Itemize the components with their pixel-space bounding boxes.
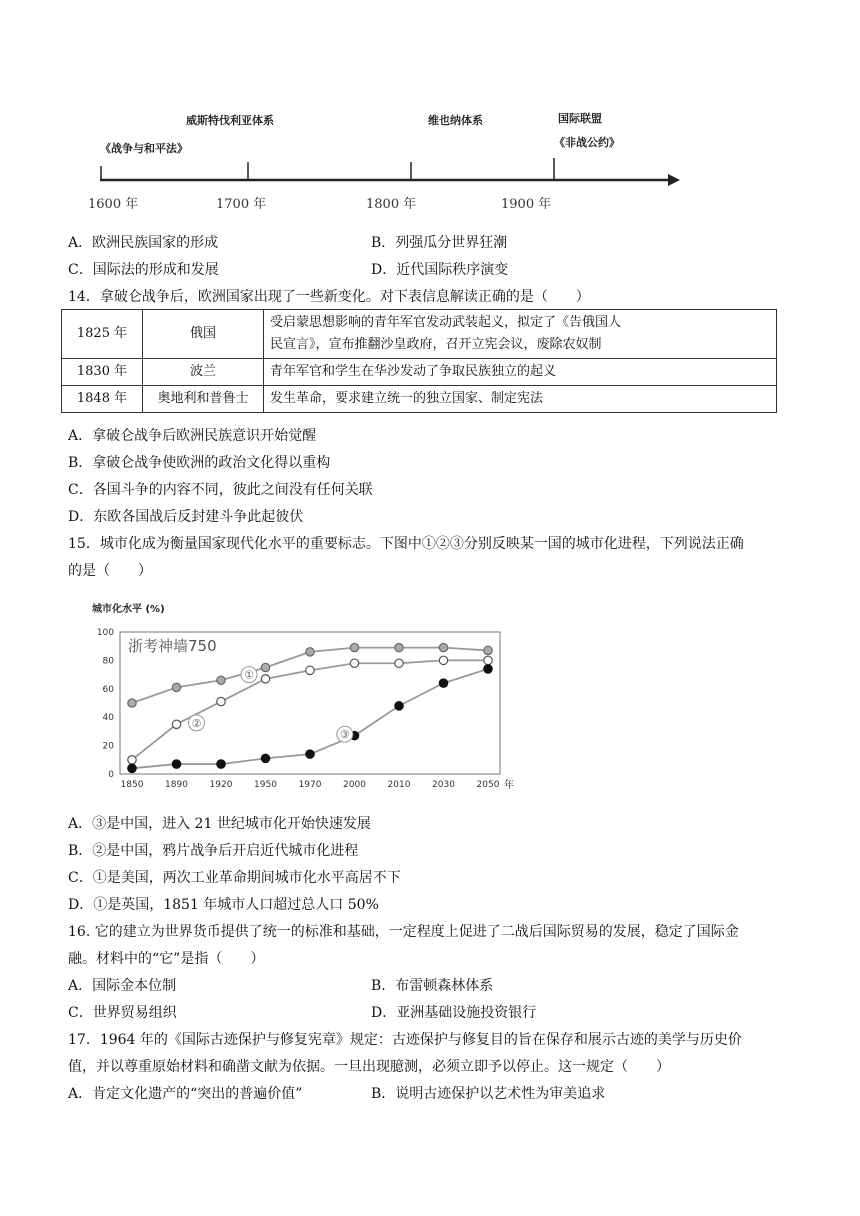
chart-data-point bbox=[439, 679, 447, 687]
chart-data-point bbox=[261, 754, 269, 762]
chart-data-point bbox=[395, 643, 403, 651]
q15-stem-line-2: 的是（ ） bbox=[68, 563, 152, 579]
chart-data-point bbox=[128, 699, 136, 707]
q17-option-b: B．说明古迹保护以艺术性为审美追求 bbox=[371, 1086, 606, 1102]
q15-stem-line-1: 15．城市化成为衡量国家现代化水平的重要标志。下图中①②③分别反映某一国的城市化进程，下列说法正确 bbox=[68, 536, 744, 552]
q14-table bbox=[61, 309, 777, 413]
chart-x-tick-label: 1920 bbox=[209, 780, 233, 790]
urbanization-chart bbox=[80, 598, 530, 798]
table-cell-desc: 发生革命，要求建立统一的独立国家、制定宪法 bbox=[264, 386, 777, 413]
chart-data-point bbox=[172, 683, 180, 691]
chart-data-point bbox=[306, 648, 314, 656]
q14-option-d: D．东欧各国战后反封建斗争此起彼伏 bbox=[68, 509, 304, 525]
chart-data-point bbox=[217, 676, 225, 684]
q16-stem-line-2: 融。材料中的“它”是指（ ） bbox=[68, 951, 265, 967]
chart-data-point bbox=[217, 697, 225, 705]
chart-data-point bbox=[395, 702, 403, 710]
table-cell-year: 1830 年 bbox=[62, 359, 143, 386]
table-cell-country: 俄国 bbox=[143, 310, 264, 359]
q16-stem-line-1: 16. 它的建立为世界货币提供了统一的标准和基础，一定程度上促进了二战后国际贸易的发展，稳定了国际金 bbox=[68, 924, 739, 940]
table-row bbox=[62, 359, 777, 386]
q14-option-a: A．拿破仑战争后欧洲民族意识开始觉醒 bbox=[68, 428, 317, 444]
table-cell-country: 奥地利和普鲁士 bbox=[143, 386, 264, 413]
chart-y-axis-title: 城市化水平 (%) bbox=[92, 604, 165, 615]
table-row bbox=[62, 310, 777, 359]
chart-x-tick-label: 1850 bbox=[120, 780, 144, 790]
q16-option-b: B．布雷顿森林体系 bbox=[371, 978, 494, 994]
chart-x-tick-label: 2050 bbox=[476, 780, 500, 790]
table-cell-year: 1825 年 bbox=[62, 310, 143, 359]
chart-y-tick-label: 40 bbox=[102, 713, 114, 724]
timeline-tick-label: 1800 年 bbox=[366, 197, 417, 212]
chart-x-axis-title: 年 bbox=[504, 780, 514, 791]
chart-series-label: ② bbox=[191, 716, 202, 730]
chart-series-label: ③ bbox=[339, 728, 350, 742]
q15-option-a: A．③是中国，进入 21 世纪城市化开始快速发展 bbox=[68, 816, 371, 832]
chart-x-tick-label: 1970 bbox=[298, 780, 322, 790]
timeline-label-war-peace: 《战争与和平法》 bbox=[100, 142, 188, 155]
timeline-label-league: 国际联盟 bbox=[558, 112, 602, 125]
table-cell-country: 波兰 bbox=[143, 359, 264, 386]
table-cell-desc-line: 受启蒙思想影响的青年军官发动武装起义，拟定了《告俄国人 bbox=[270, 315, 622, 330]
chart-x-tick-label: 2010 bbox=[387, 780, 411, 790]
chart-series-label: ① bbox=[244, 668, 254, 682]
chart-data-point bbox=[350, 643, 358, 651]
timeline-label-pact: 《非战公约》 bbox=[554, 136, 620, 149]
q14-option-b: B．拿破仑战争使欧洲的政治文化得以重构 bbox=[68, 455, 331, 471]
timeline-tick-label: 1700 年 bbox=[216, 197, 267, 212]
timeline-label-vienna: 维也纳体系 bbox=[428, 114, 483, 127]
q15-option-c: C．①是美国，两次工业革命期间城市化水平高居不下 bbox=[68, 870, 401, 886]
q16-option-a: A．国际金本位制 bbox=[68, 978, 177, 994]
chart-data-point bbox=[217, 760, 225, 768]
chart-data-point bbox=[439, 656, 447, 664]
chart-y-tick-label: 0 bbox=[108, 770, 114, 780]
q16-option-d: D．亚洲基础设施投资银行 bbox=[371, 1005, 537, 1021]
timeline-tick-label: 1900 年 bbox=[501, 197, 552, 212]
q13-option-d: D．近代国际秩序演变 bbox=[371, 262, 509, 278]
chart-data-point bbox=[128, 756, 136, 764]
table-row bbox=[62, 386, 777, 413]
chart-y-tick-label: 20 bbox=[102, 741, 114, 752]
table-cell-desc bbox=[264, 310, 777, 359]
q15-option-d: D．①是英国，1851 年城市人口超过总人口 50% bbox=[68, 897, 379, 913]
chart-x-tick-label: 2000 bbox=[343, 780, 366, 790]
table-cell-desc-line: 民宣言》，宣布推翻沙皇政府，召开立宪会议，废除农奴制 bbox=[270, 337, 602, 352]
chart-y-tick-label: 60 bbox=[102, 684, 114, 695]
chart-data-point bbox=[484, 646, 492, 654]
chart-data-point bbox=[439, 643, 447, 651]
chart-data-point bbox=[395, 659, 403, 667]
chart-data-point bbox=[128, 764, 136, 772]
timeline-arrow bbox=[668, 174, 680, 186]
chart-data-point bbox=[306, 750, 314, 758]
q15-option-b: B．②是中国，鸦片战争后开启近代城市化进程 bbox=[68, 843, 359, 859]
q13-option-b: B．列强瓜分世界狂潮 bbox=[371, 235, 508, 251]
q17-stem-line-2: 值，并以尊重原始材料和确凿文献为依据。一旦出现臆测，必须立即予以停止。这一规定（ ） bbox=[68, 1059, 670, 1075]
chart-x-tick-label: 1890 bbox=[165, 780, 188, 790]
chart-data-point bbox=[261, 663, 269, 671]
chart-x-tick-label: 1950 bbox=[254, 780, 277, 790]
chart-y-tick-label: 100 bbox=[96, 628, 114, 638]
chart-data-point bbox=[350, 659, 358, 667]
q14-option-c: C．各国斗争的内容不同，彼此之间没有任何关联 bbox=[68, 482, 373, 498]
chart-x-tick-label: 2030 bbox=[432, 780, 455, 790]
table-cell-year: 1848 年 bbox=[62, 386, 143, 413]
q16-option-c: C．世界贸易组织 bbox=[68, 1005, 177, 1021]
q13-option-a: A．欧洲民族国家的形成 bbox=[68, 235, 219, 251]
chart-y-tick-label: 80 bbox=[102, 656, 114, 667]
chart-data-point bbox=[172, 760, 180, 768]
q17-option-a: A．肯定文化遗产的“突出的普遍价值” bbox=[68, 1086, 303, 1102]
timeline-label-westphalia: 威斯特伐利亚体系 bbox=[186, 114, 274, 127]
chart-data-point bbox=[484, 665, 492, 673]
chart-watermark: 浙考神墙750 bbox=[128, 637, 217, 655]
q14-stem: 14．拿破仑战争后，欧洲国家出现了一些新变化。对下表信息解读正确的是（ ） bbox=[68, 289, 590, 305]
q13-option-c: C．国际法的形成和发展 bbox=[68, 262, 219, 278]
chart-data-point bbox=[484, 656, 492, 664]
q17-stem-line-1: 17．1964 年的《国际古迹保护与修复宪章》规定：古迹保护与修复目的旨在保存和展示古迹的美学与历史价 bbox=[68, 1032, 742, 1048]
timeline-figure bbox=[80, 100, 700, 220]
timeline-tick-label: 1600 年 bbox=[88, 197, 139, 212]
chart-data-point bbox=[172, 720, 180, 728]
chart-data-point bbox=[261, 675, 269, 683]
table-cell-desc: 青年军官和学生在华沙发动了争取民族独立的起义 bbox=[264, 359, 777, 386]
chart-data-point bbox=[306, 666, 314, 674]
